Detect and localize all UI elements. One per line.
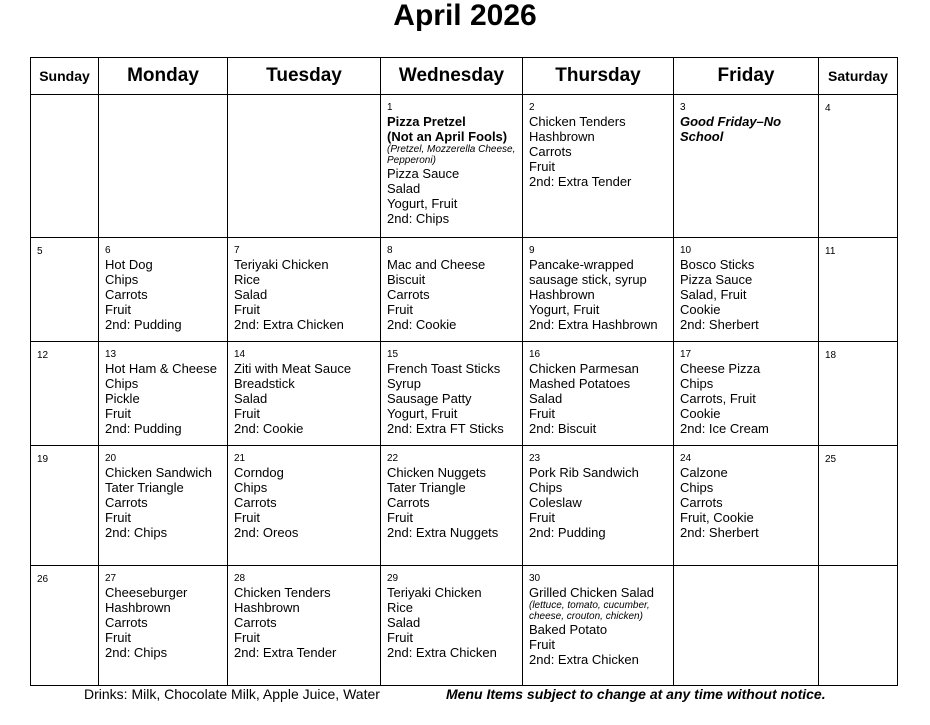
menu-item: 2nd: Extra Chicken [234, 317, 344, 332]
day-cell [523, 446, 674, 566]
day-cell-content [31, 446, 98, 468]
day-cell-content [674, 342, 818, 438]
menu-item: Biscuit [387, 272, 426, 287]
menu-item: Cheese Pizza [680, 361, 761, 376]
menu-item: Carrots [105, 287, 148, 302]
menu-item: Chips [105, 376, 139, 391]
day-cell-content [99, 446, 227, 542]
menu-item: Rice [387, 600, 414, 615]
menu-item: Chips [105, 272, 139, 287]
menu-item: Carrots [387, 495, 430, 510]
day-cell [381, 446, 523, 566]
day-cell [523, 566, 674, 686]
menu-item: Bosco Sticks [680, 257, 755, 272]
day-cell-content [674, 566, 818, 574]
day-cell [99, 342, 228, 446]
weekday-header-thursday: Thursday [523, 58, 674, 95]
menu-item: Pork Rib Sandwich [529, 465, 639, 480]
day-cell-content [99, 342, 227, 438]
menu-item: Fruit [234, 302, 260, 317]
menu-item: Chips [234, 480, 268, 495]
menu-item: Yogurt, Fruit [387, 196, 458, 211]
menu-item: 2nd: Chips [105, 525, 168, 540]
day-cell-content [99, 566, 227, 662]
menu-item: 2nd: Extra Tender [234, 645, 337, 660]
menu-item: Fruit [105, 510, 131, 525]
menu-item: Chips [529, 480, 563, 495]
day-cell [99, 238, 228, 342]
menu-item: Calzone [680, 465, 728, 480]
day-cell [674, 566, 819, 686]
day-cell [99, 566, 228, 686]
menu-item: Salad [234, 391, 268, 406]
menu-item: Cookie [680, 302, 721, 317]
menu-item: 2nd: Pudding [105, 317, 182, 332]
day-number: 30 [529, 573, 541, 584]
day-cell-content [819, 342, 897, 364]
menu-item: Cookie [680, 406, 721, 421]
day-cell [381, 342, 523, 446]
menu-item: Carrots [234, 615, 277, 630]
day-cell-content [381, 238, 522, 334]
menu-item: Baked Potato [529, 622, 608, 637]
day-cell-content [674, 95, 818, 146]
day-cell [228, 238, 381, 342]
day-cell-content [523, 446, 673, 542]
menu-item: Carrots [680, 495, 723, 510]
menu-item-note: (lettuce, tomato, cucumber, cheese, crouton, chicken) [529, 600, 650, 622]
menu-item: Corndog [234, 465, 284, 480]
menu-item: sausage stick, syrup [529, 272, 647, 287]
menu-item: Mashed Potatoes [529, 376, 631, 391]
day-cell-content [228, 446, 380, 542]
menu-item: 2nd: Sherbert [680, 525, 759, 540]
menu-item: Hashbrown [105, 600, 171, 615]
day-cell-content [99, 238, 227, 334]
week-row [31, 342, 898, 446]
weekday-header-saturday: Saturday [819, 58, 898, 95]
week-row [31, 238, 898, 342]
weekday-header-wednesday: Wednesday [381, 58, 523, 95]
menu-item: Chips [680, 480, 714, 495]
menu-item: Salad [234, 287, 268, 302]
menu-item: Sausage Patty [387, 391, 472, 406]
menu-item: 2nd: Extra Hashbrown [529, 317, 658, 332]
menu-item: Coleslaw [529, 495, 582, 510]
week-row [31, 95, 898, 238]
menu-item: Teriyaki Chicken [387, 585, 482, 600]
menu-item: Fruit [529, 637, 555, 652]
day-cell [674, 446, 819, 566]
day-cell [228, 446, 381, 566]
day-cell [228, 566, 381, 686]
menu-item-note: (Pretzel, Mozzerella Cheese, Pepperoni) [387, 144, 516, 166]
menu-item: Fruit, Cookie [680, 510, 754, 525]
menu-item: Syrup [387, 376, 421, 391]
day-cell-content [228, 342, 380, 438]
lunch-calendar [30, 57, 898, 686]
day-number: 26 [37, 574, 49, 585]
day-cell [381, 566, 523, 686]
menu-item: 2nd: Extra Nuggets [387, 525, 499, 540]
day-cell [31, 95, 99, 238]
menu-item: Hot Dog [105, 257, 153, 272]
day-number: 17 [680, 349, 692, 360]
day-cell [819, 342, 898, 446]
week-row [31, 566, 898, 686]
day-cell-content [523, 238, 673, 334]
day-cell [523, 238, 674, 342]
day-cell-content [31, 95, 98, 103]
menu-item: 2nd: Extra FT Sticks [387, 421, 504, 436]
menu-item: French Toast Sticks [387, 361, 501, 376]
drinks-note: Drinks: Milk, Chocolate Milk, Apple Juice, Water [84, 686, 380, 702]
weekday-header-monday: Monday [99, 58, 228, 95]
calendar-body [31, 95, 898, 686]
menu-item: Chicken Sandwich [105, 465, 212, 480]
day-cell-content [381, 566, 522, 662]
day-number: 21 [234, 453, 246, 464]
day-cell-content [31, 342, 98, 364]
day-number: 25 [825, 454, 837, 465]
day-number: 16 [529, 349, 541, 360]
day-cell-content [674, 446, 818, 542]
menu-item: Fruit [105, 406, 131, 421]
day-cell-content [523, 342, 673, 438]
menu-item: 2nd: Pudding [529, 525, 606, 540]
day-number: 1 [387, 102, 393, 113]
menu-item: Fruit [105, 302, 131, 317]
menu-item: Fruit [529, 406, 555, 421]
day-number: 13 [105, 349, 117, 360]
day-cell [674, 238, 819, 342]
menu-item: Chicken Nuggets [387, 465, 486, 480]
day-number: 27 [105, 573, 117, 584]
calendar-title: April 2026 [393, 0, 537, 32]
menu-item: Salad [529, 391, 563, 406]
day-number: 24 [680, 453, 692, 464]
menu-item: Fruit [105, 630, 131, 645]
menu-item: 2nd: Extra Chicken [529, 652, 639, 667]
menu-item: Hashbrown [529, 287, 595, 302]
menu-item: Pizza Pretzel [387, 114, 466, 129]
day-cell [381, 238, 523, 342]
menu-item: Carrots [529, 144, 572, 159]
menu-item: Teriyaki Chicken [234, 257, 329, 272]
menu-item: 2nd: Cookie [234, 421, 304, 436]
menu-item: Carrots [105, 495, 148, 510]
menu-item: Hot Ham & Cheese [105, 361, 217, 376]
menu-item: Ziti with Meat Sauce [234, 361, 352, 376]
day-number: 5 [37, 246, 43, 257]
day-cell-content [381, 95, 522, 228]
menu-item: Hashbrown [234, 600, 300, 615]
day-cell-content [381, 446, 522, 542]
day-cell-content [228, 95, 380, 103]
day-number: 9 [529, 245, 535, 256]
day-cell-content [819, 238, 897, 260]
day-number: 7 [234, 245, 240, 256]
menu-item: Pancake-wrapped [529, 257, 634, 272]
menu-item: 2nd: Oreos [234, 525, 299, 540]
day-cell [228, 95, 381, 238]
day-cell [523, 95, 674, 238]
menu-item: Fruit [234, 406, 260, 421]
menu-item: Pickle [105, 391, 140, 406]
menu-item: Chicken Tenders [529, 114, 626, 129]
menu-item: Tater Triangle [105, 480, 184, 495]
day-cell-content [523, 95, 673, 191]
menu-item: Salad [387, 615, 421, 630]
menu-item: Carrots [105, 615, 148, 630]
day-number: 3 [680, 102, 686, 113]
day-cell-content [523, 566, 673, 669]
day-cell-content [228, 238, 380, 334]
menu-item: Carrots [234, 495, 277, 510]
menu-item: Pizza Sauce [387, 166, 460, 181]
weekday-header-friday: Friday [674, 58, 819, 95]
weekday-header-row [31, 58, 898, 95]
menu-item: Fruit [234, 630, 260, 645]
day-cell [31, 446, 99, 566]
day-number: 12 [37, 350, 49, 361]
menu-item: Yogurt, Fruit [387, 406, 458, 421]
menu-item: Mac and Cheese [387, 257, 486, 272]
day-number: 18 [825, 350, 837, 361]
weekday-header-sunday: Sunday [31, 58, 99, 95]
day-cell [674, 342, 819, 446]
day-number: 11 [825, 246, 836, 257]
day-cell-content [674, 238, 818, 334]
menu-item: Fruit [529, 510, 555, 525]
day-number: 14 [234, 349, 246, 360]
menu-item: Fruit [529, 159, 555, 174]
menu-item: Pizza Sauce [680, 272, 753, 287]
day-cell [819, 446, 898, 566]
menu-item: Fruit [387, 510, 413, 525]
day-cell [99, 446, 228, 566]
day-number: 6 [105, 245, 111, 256]
day-cell-content [381, 342, 522, 438]
menu-item: Grilled Chicken Salad [529, 585, 655, 600]
day-cell [819, 95, 898, 238]
day-cell-content [31, 238, 98, 260]
day-cell [523, 342, 674, 446]
day-cell [31, 566, 99, 686]
day-cell [99, 95, 228, 238]
menu-item: Carrots, Fruit [680, 391, 756, 406]
menu-item: 2nd: Biscuit [529, 421, 597, 436]
day-number: 23 [529, 453, 541, 464]
menu-item: Hashbrown [529, 129, 595, 144]
day-number: 15 [387, 349, 399, 360]
menu-item: Salad [387, 181, 421, 196]
day-cell [31, 238, 99, 342]
weekday-header-tuesday: Tuesday [228, 58, 381, 95]
day-cell [819, 238, 898, 342]
menu-item: Breadstick [234, 376, 295, 391]
day-number: 19 [37, 454, 49, 465]
week-row [31, 446, 898, 566]
menu-item: Salad, Fruit [680, 287, 747, 302]
menu-item: Chips [680, 376, 714, 391]
day-cell [228, 342, 381, 446]
menu-item: Yogurt, Fruit [529, 302, 600, 317]
menu-item: 2nd: Extra Chicken [387, 645, 497, 660]
menu-item: Fruit [387, 302, 413, 317]
menu-item: Tater Triangle [387, 480, 466, 495]
menu-item: Fruit [387, 630, 413, 645]
day-number: 29 [387, 573, 399, 584]
menu-item: Rice [234, 272, 261, 287]
menu-item: 2nd: Extra Tender [529, 174, 632, 189]
day-number: 8 [387, 245, 393, 256]
menu-item: Chicken Tenders [234, 585, 331, 600]
footer [0, 686, 930, 704]
menu-item: Good Friday–No School [680, 114, 782, 144]
menu-item: 2nd: Cookie [387, 317, 457, 332]
menu-item: Chicken Parmesan [529, 361, 639, 376]
day-number: 20 [105, 453, 117, 464]
day-cell-content [819, 566, 897, 574]
day-cell [381, 95, 523, 238]
day-cell-content [99, 95, 227, 103]
day-number: 4 [825, 103, 831, 114]
day-number: 10 [680, 245, 692, 256]
menu-item: (Not an April Fools) [387, 129, 508, 144]
day-number: 2 [529, 102, 535, 113]
day-cell-content [31, 566, 98, 588]
day-cell [31, 342, 99, 446]
day-cell [819, 566, 898, 686]
menu-item: 2nd: Chips [105, 645, 168, 660]
menu-item: 2nd: Chips [387, 211, 450, 226]
menu-item: Carrots [387, 287, 430, 302]
menu-item: 2nd: Sherbert [680, 317, 759, 332]
day-cell-content [819, 446, 897, 468]
menu-item: 2nd: Ice Cream [680, 421, 769, 436]
day-cell [674, 95, 819, 238]
day-cell-content [819, 95, 897, 117]
day-number: 28 [234, 573, 246, 584]
day-cell-content [228, 566, 380, 662]
menu-item: 2nd: Pudding [105, 421, 182, 436]
menu-item: Cheeseburger [105, 585, 188, 600]
change-notice: Menu Items subject to change at any time without notice. [446, 686, 826, 702]
menu-item: Fruit [234, 510, 260, 525]
day-number: 22 [387, 453, 399, 464]
